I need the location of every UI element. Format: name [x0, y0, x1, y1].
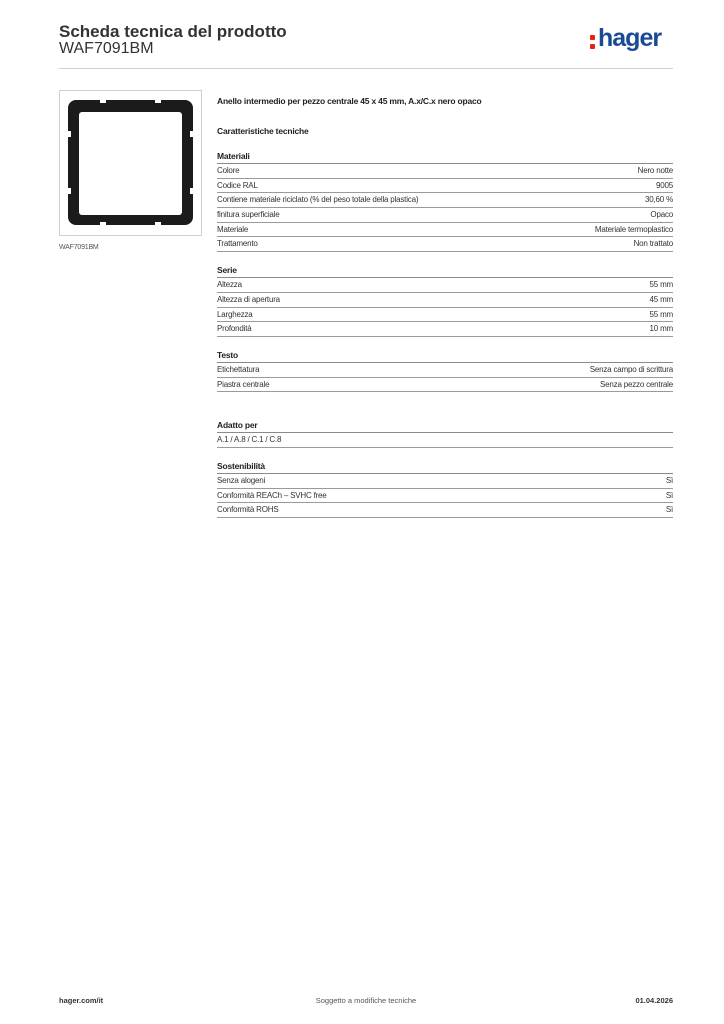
spec-label: Etichettatura: [217, 364, 260, 374]
spec-label: Trattamento: [217, 239, 258, 249]
spec-value: 9005: [656, 180, 673, 190]
footer-website-link[interactable]: hager.com/it: [59, 996, 104, 1005]
spec-value: 55 mm: [649, 309, 673, 319]
spec-label: Codice RAL: [217, 180, 258, 190]
spec-row: [217, 278, 673, 293]
spec-content: [217, 96, 673, 518]
section-serie: [217, 262, 673, 337]
section-adatto-per: [217, 417, 673, 448]
spec-row: [217, 237, 673, 252]
spec-row: [217, 164, 673, 179]
spec-value: 30,60 %: [645, 195, 673, 205]
product-description: Anello intermedio per pezzo centrale 45 x 45 mm, A.x/C.x nero opaco: [217, 96, 482, 106]
spec-label: Altezza: [217, 280, 242, 290]
frame-ring-icon: [60, 91, 201, 235]
spec-label: Profondità: [217, 324, 252, 334]
section-title: Adatto per: [217, 417, 673, 433]
logo-dot-icon: [590, 35, 595, 40]
spec-row: [217, 489, 673, 504]
spec-value: 45 mm: [649, 294, 673, 304]
logo-text: hager: [598, 24, 662, 52]
spec-label: Piastra centrale: [217, 379, 270, 389]
section-materiali: [217, 148, 673, 252]
hager-logo: [589, 24, 673, 56]
footer-note: Soggetto a modifiche tecniche: [315, 996, 417, 1005]
section-sostenibilita: [217, 458, 673, 518]
spec-row: [217, 474, 673, 489]
spec-label: finitura superficiale: [217, 210, 280, 220]
spec-row: [217, 293, 673, 308]
image-caption: WAF7091BM: [59, 244, 99, 251]
spec-value: Materiale termoplastico: [594, 224, 673, 234]
section-title: Serie: [217, 262, 673, 278]
spec-row: [217, 433, 673, 448]
spec-row: [217, 179, 673, 194]
spec-value: Nero notte: [637, 166, 673, 175]
spec-row: [217, 322, 673, 337]
spec-label: Colore: [217, 166, 240, 175]
spec-label: Materiale: [217, 224, 249, 234]
spec-value: Sì: [665, 490, 673, 500]
spec-label: Conformità REACh – SVHC free: [217, 490, 327, 500]
section-testo: [217, 347, 673, 392]
spec-label: Altezza di apertura: [217, 294, 280, 304]
spec-value: 55 mm: [649, 280, 673, 290]
spec-row: [217, 363, 673, 378]
page-header: [59, 20, 673, 69]
product-image: [59, 90, 202, 236]
spec-row: [217, 378, 673, 393]
footer-date: 01.04.2026: [635, 996, 673, 1005]
spec-row: [217, 223, 673, 238]
spec-label: Larghezza: [217, 309, 253, 319]
spec-value: Sì: [665, 475, 673, 485]
section-title: Sostenibilità: [217, 458, 673, 474]
technical-characteristics-title: Caratteristiche tecniche: [217, 126, 309, 136]
product-code: WAF7091BM: [59, 40, 154, 57]
spec-value: Senza campo di scrittura: [589, 364, 673, 374]
spec-value: 10 mm: [649, 324, 673, 334]
spec-label: Senza alogeni: [217, 475, 266, 485]
spec-value: Opaco: [650, 210, 673, 220]
spec-label: Contiene materiale riciclato (% del peso totale della plastica): [217, 195, 419, 205]
spec-row: [217, 208, 673, 223]
document-title: Scheda tecnica del prodotto: [59, 22, 287, 41]
spec-value: Senza pezzo centrale: [600, 379, 673, 389]
spec-row: [217, 308, 673, 323]
spec-label: Conformità ROHS: [217, 505, 279, 515]
spec-value: Non trattato: [633, 239, 673, 249]
spec-row: [217, 503, 673, 518]
section-title: Materiali: [217, 148, 673, 164]
spec-row: [217, 193, 673, 208]
spec-value: Sì: [665, 505, 673, 515]
spec-label: A.1 / A.8 / C.1 / C.8: [217, 435, 282, 445]
section-title: Testo: [217, 347, 673, 363]
logo-dot-icon: [590, 44, 595, 49]
